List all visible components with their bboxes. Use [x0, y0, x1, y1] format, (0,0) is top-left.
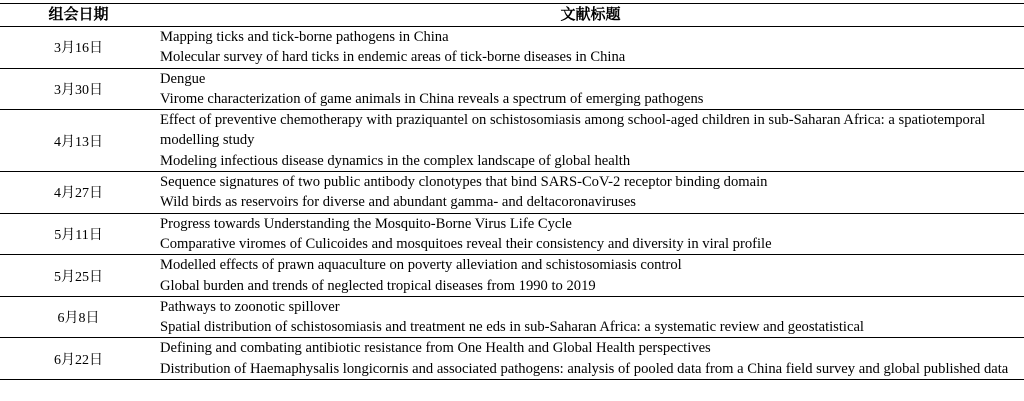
journal-club-schedule-table	[0, 3, 1024, 380]
title-column-header: 文献标题	[157, 4, 1024, 27]
paper-title: Global burden and trends of neglected tropical diseases from 1990 to 2019	[160, 277, 596, 294]
date-column-header: 组会日期	[0, 4, 157, 27]
table-header-row	[0, 4, 1024, 27]
paper-title: Spatial distribution of schistosomiasis and treatment ne eds in sub-Saharan Africa: a systematic review and geostatistical	[160, 319, 864, 336]
meeting-date: 4月27日	[0, 172, 157, 214]
paper-title: Wild birds as reservoirs for diverse and abundant gamma- and deltacoronaviruses	[160, 194, 636, 211]
table-row	[0, 338, 1024, 380]
paper-title: Comparative viromes of Culicoides and mosquitoes reveal their consistency and diversity in viral profile	[160, 235, 772, 252]
paper-titles	[157, 110, 1024, 172]
paper-title: Pathways to zoonotic spillover	[160, 298, 340, 315]
table-row	[0, 27, 1024, 69]
paper-titles	[157, 213, 1024, 255]
paper-title: Modelled effects of prawn aquaculture on poverty alleviation and schistosomiasis control	[160, 257, 682, 274]
paper-title: Virome characterization of game animals in China reveals a spectrum of emerging pathogens	[160, 90, 704, 107]
paper-title: Dengue	[160, 70, 206, 87]
paper-title: Sequence signatures of two public antibody clonotypes that bind SARS-CoV-2 receptor binding domain	[160, 174, 768, 191]
meeting-date: 4月13日	[0, 110, 157, 172]
meeting-date: 6月8日	[0, 296, 157, 338]
table-row	[0, 255, 1024, 297]
paper-titles	[157, 172, 1024, 214]
paper-titles	[157, 296, 1024, 338]
paper-titles	[157, 68, 1024, 110]
paper-title: Effect of preventive chemotherapy with praziquantel on schistosomiasis among school-aged children in sub-Saharan Africa: a spatiotemporal modelling study	[160, 112, 986, 149]
meeting-date: 6月22日	[0, 338, 157, 380]
table-row	[0, 68, 1024, 110]
paper-titles	[157, 338, 1024, 380]
meeting-date: 3月16日	[0, 27, 157, 69]
meeting-date: 3月30日	[0, 68, 157, 110]
meeting-date: 5月25日	[0, 255, 157, 297]
paper-title: Modeling infectious disease dynamics in the complex landscape of global health	[160, 152, 631, 169]
paper-title: Defining and combating antibiotic resistance from One Health and Global Health perspectives	[160, 340, 711, 357]
table-row	[0, 172, 1024, 214]
paper-title: Progress towards Understanding the Mosquito-Borne Virus Life Cycle	[160, 215, 572, 232]
paper-titles	[157, 255, 1024, 297]
table-row	[0, 213, 1024, 255]
meeting-date: 5月11日	[0, 213, 157, 255]
paper-title: Distribution of Haemaphysalis longicornis and associated pathogens: analysis of pooled data from a China field survey and global published data	[160, 360, 1009, 377]
paper-titles	[157, 27, 1024, 69]
table-row	[0, 296, 1024, 338]
table-row	[0, 110, 1024, 172]
paper-title: Molecular survey of hard ticks in endemic areas of tick-borne diseases in China	[160, 49, 626, 66]
paper-title: Mapping ticks and tick-borne pathogens in China	[160, 29, 449, 45]
